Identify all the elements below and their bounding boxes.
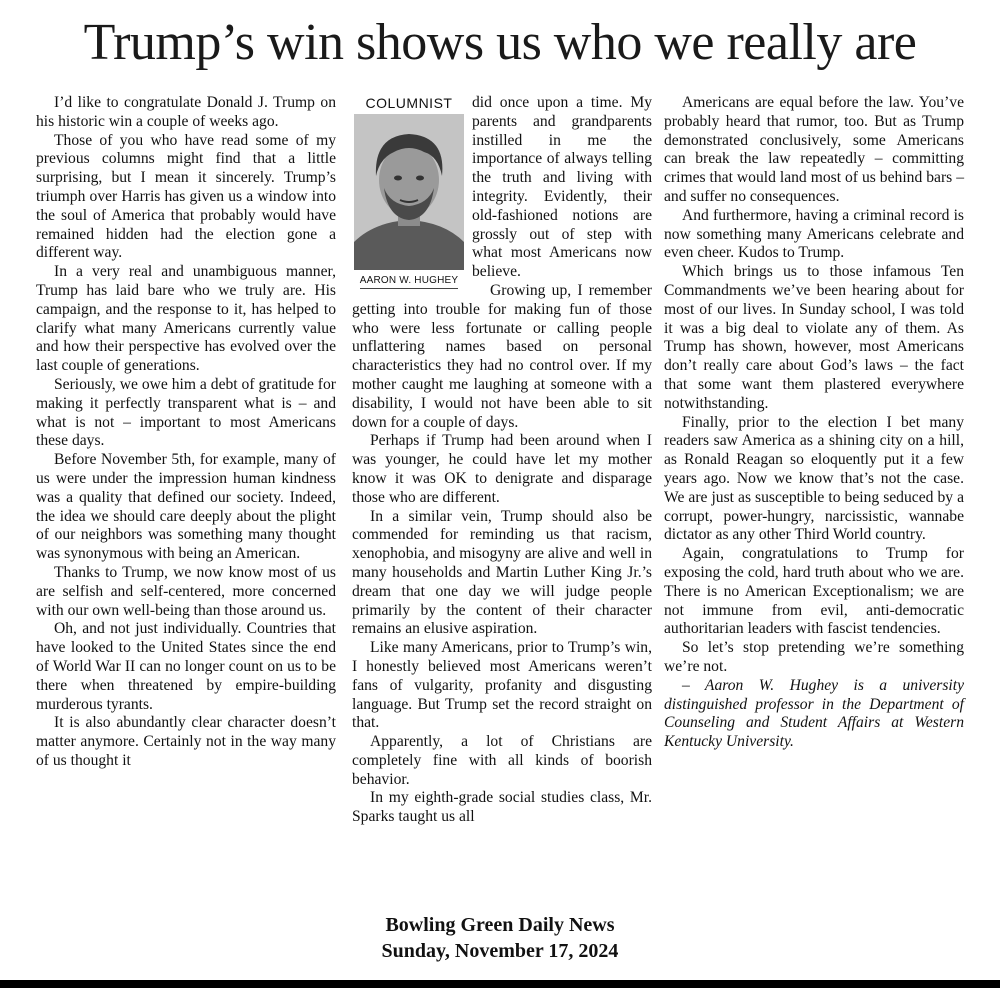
article-paragraph: In a very real and unambiguous manner, Trump has laid bare who we truly are. His campaign, and the response to it, has helped to clarify what many Americans currently value and how their perspective has evolved over the last couple of generations.: [36, 263, 336, 375]
article-paragraph: I’d like to congratulate Donald J. Trump on his historic win a couple of weeks ago.: [36, 94, 336, 130]
article-paragraph: Seriously, we owe him a debt of gratitude for making it perfectly transparent what is – and what is not – important to most Americans these days.: [36, 375, 336, 450]
article-paragraph: Like many Americans, prior to Trump’s win, I honestly believed most Americans weren’t fans of vulgarity, profanity and disgusting language. But Trump set the record straight on that.: [352, 639, 652, 732]
article-paragraph: Growing up, I remember getting into trouble for making fun of those who were less fortunate or calling people unflattering names based on personal characteristics they had no control over. If my mother caught me laughing at someone with a disability, I would not have been able to sit down for a couple of days.: [352, 281, 652, 431]
article-paragraph: Which brings us to those infamous Ten Commandments we’ve been hearing about for most of our lives. In Sunday school, I was told it was a big deal to violate any of them. As Trump has shown, however, most Americans don’t really care about God’s laws – the fact that some want them plastered everywhere notwithstanding.: [664, 263, 964, 412]
article-paragraph: And furthermore, having a criminal record is now something many Americans celebrate and even cheer. Kudos to Trump.: [664, 206, 964, 262]
columnist-kicker: COLUMNIST: [365, 95, 453, 111]
article-paragraph: In my eighth-grade social studies class, Mr. Sparks taught us all: [352, 789, 652, 826]
publication-date: Sunday, November 17, 2024: [381, 940, 619, 962]
article-paragraph: It is also abundantly clear character doesn’t matter anymore. Certainly not in the way many of us thought it: [36, 714, 336, 769]
article-column-2: [352, 94, 652, 827]
columnist-byline: AARON W. HUGHEY: [360, 274, 459, 289]
author-photo: [354, 114, 464, 270]
article-paragraph: Apparently, a lot of Christians are completely fine with all kinds of boorish behavior.: [352, 733, 652, 788]
article-paragraph: did once upon a time. My parents and grandparents instilled in me the importance of always telling the truth and living with integrity. Evidently, their old-fashioned notions are grossly out of step with what most Americans now believe.: [472, 94, 652, 281]
article-paragraph: So let’s stop pretending we’re something we’re not.: [664, 639, 964, 675]
author-bio-note: – Aaron W. Hughey is a university distinguished professor in the Department of Counseling and Student Affairs at Western Kentucky University.: [664, 676, 964, 751]
publication-name: Bowling Green Daily News: [385, 914, 615, 936]
article-paragraph: Those of you who have read some of my previous columns might find that a little surprising, but I mean it sincerely. Trump’s triumph over Harris has given us a window into the soul of America that probably would have remained hidden had the election gone a different way.: [36, 131, 336, 262]
article-paragraph: Perhaps if Trump had been around when I was younger, he could have let my mother know it was OK to denigrate and disparage those who are different.: [352, 432, 652, 506]
author-portrait-image: [354, 114, 464, 270]
article-paragraph: Finally, prior to the election I bet many readers saw America as a shining city on a hill, as Ronald Reagan so eloquently put it a few years ago. Now we know that’s not the case. We are just as susceptible to being seduced by a corrupt, power-hungry, narcissistic, wannabe dictator as any other Third World country.: [664, 413, 964, 544]
columnist-box: [352, 94, 466, 289]
article-paragraph: Americans are equal before the law. You’ve probably heard that rumor, too. But as Trump demonstrated conclusively, some Americans can break the law repeatedly – committing crimes that would land most of us behind bars – and suffer no consequences.: [664, 94, 964, 205]
article-paragraph: In a similar vein, Trump should also be commended for reminding us that racism, xenophobia, and misogyny are alive and well in many households and Martin Luther King Jr.’s dream that one day we will judge people primarily by the content of their character remains an elusive aspiration.: [352, 507, 652, 638]
article-paragraph: Before November 5th, for example, many of us were under the impression human kindness was a quality that defined our society. Indeed, the idea we should care deeply about the plight of our neighbors was something many thought was synonymous with being an American.: [36, 451, 336, 563]
headline: Trump’s win shows us who we really are: [83, 14, 917, 71]
article-paragraph: Thanks to Trump, we now know most of us are selfish and self-centered, more concerned with our own well-being than those around us.: [36, 563, 336, 619]
article-paragraph: Oh, and not just individually. Countries that have looked to the United States since the end of World War II can no longer count on us to be there when threatened by empire-building murderous tyrants.: [36, 620, 336, 713]
bottom-border: [0, 980, 1000, 988]
article-paragraph: Again, congratulations to Trump for exposing the cold, hard truth about who we are. There is no American Exceptionalism; we are not immune from evil, anti-democratic authoritarian leaders with fascist tendencies.: [664, 545, 964, 638]
article-column-1: [36, 94, 336, 771]
article-column-3: [664, 94, 964, 752]
